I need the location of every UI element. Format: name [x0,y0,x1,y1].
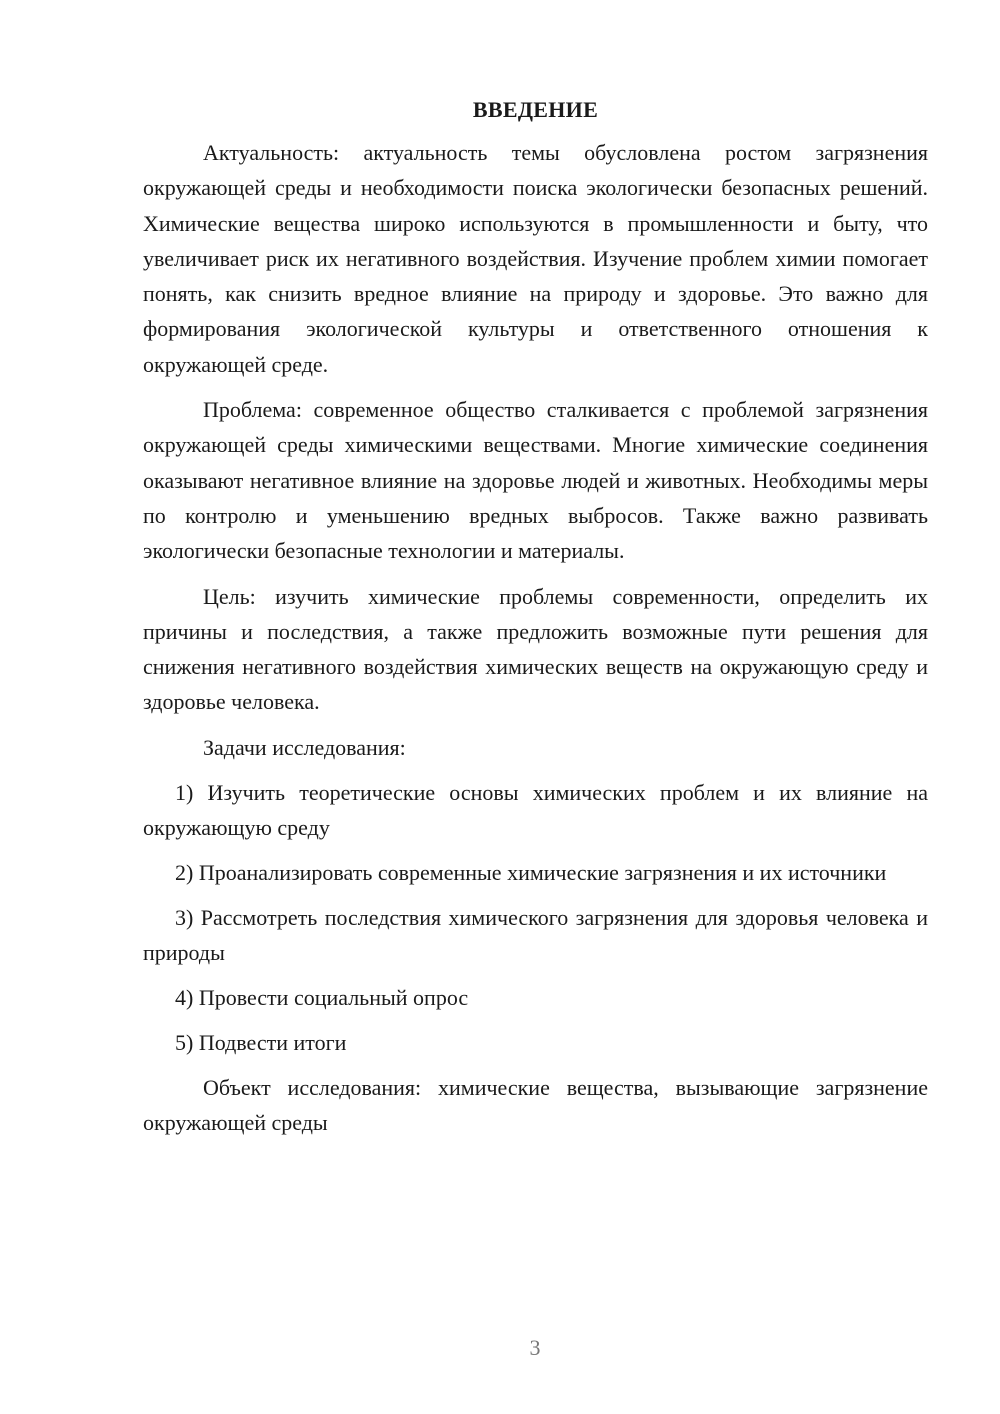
task-item: 3) Рассмотреть последствия химического загрязнения для здоровья человека и природы [143,904,928,965]
page-number: 3 [529,1335,541,1360]
tasks-title: Задачи исследования: [203,734,406,760]
task-item: 1) Изучить теоретические основы химических проблем и их влияние на окружающую среду [143,779,928,840]
task-item: 5) Подвести итоги [175,1029,347,1055]
task-item: 4) Провести социальный опрос [175,984,469,1010]
relevance-paragraph: Актуальность: актуальность темы обусловлена ростом загрязнения окружающей среды и необходимости поиска экологически безопасных решений. Химические вещества широко используются в промышленности и быту, что увеличивает риск их негативного воздействия. Изучение проблем химии помогает понять, как снизить вредное влияние на природу и здоровье. Это важно для формирования экологической культуры и ответственного отношения к окружающей среде. [143,140,928,377]
page-content [143,95,928,1150]
task-item: 2) Проанализировать современные химические загрязнения и их источники [175,859,887,885]
goal-paragraph: Цель: изучить химические проблемы современности, определить их причины и последствия, а также предложить возможные пути решения для снижения негативного воздействия химических веществ на окружающую среду и здоровье человека. [143,583,928,715]
section-heading: ВВЕДЕНИЕ [472,97,599,122]
object-paragraph: Объект исследования: химические вещества, вызывающие загрязнение окружающей среды [143,1074,928,1136]
problem-paragraph: Проблема: современное общество сталкивается с проблемой загрязнения окружающей среды химическими веществами. Многие химические соединения оказывают негативное влияние на здоровье людей и животных. Необходимы меры по контролю и уменьшению вредных выбросов. Также важно развивать экологически безопасные технологии и материалы. [143,397,928,564]
